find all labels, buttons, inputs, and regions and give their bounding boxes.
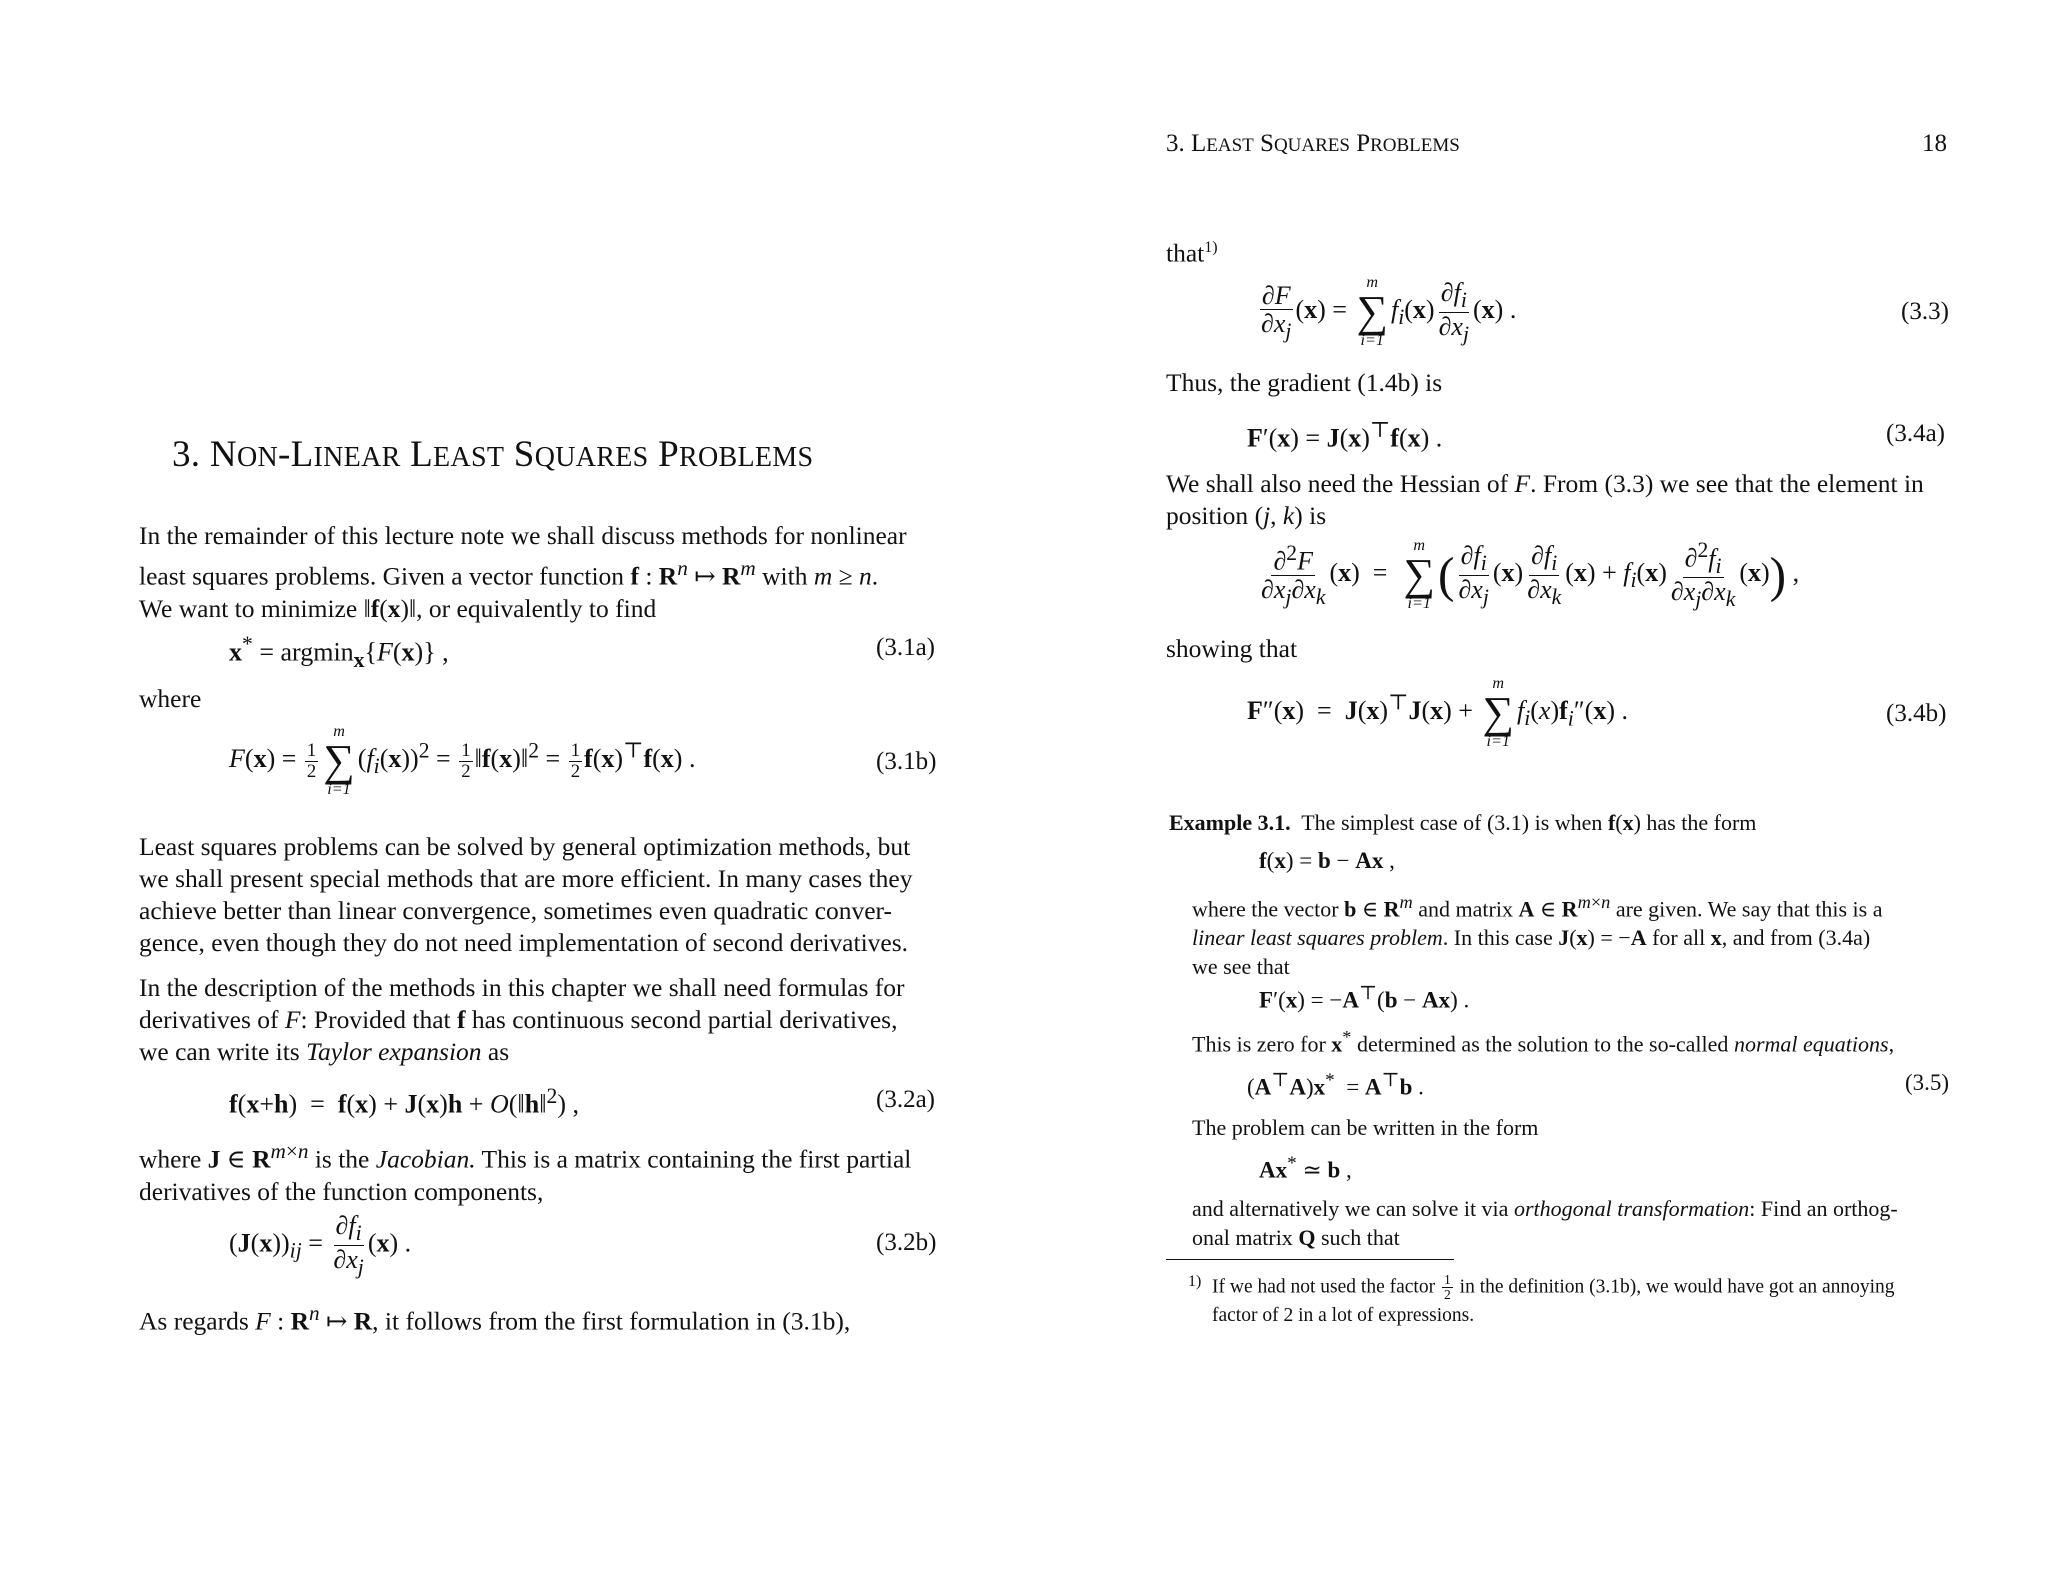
paragraph-regards: As regards F : $R^n$ ↦ R, it follows from the first formulation in (3.1b), [139,1301,851,1336]
that-text: that$^{1)}$ [1166,238,1218,268]
equation-label: (3.4b) [1886,700,1947,727]
example-heading: Example 3.1. The simplest case of (3.1) is when f(x) has the form [1169,810,1757,835]
equation-label: (3.1b) [876,748,937,775]
thus-text: Thus, the gradient (1.4b) is [1166,368,1443,397]
equation-3-5: (A⊤A)x* = A⊤b . [1247,1070,1424,1100]
equation-3-2a: f(x+h) = f(x) + J(x)h + O(‖h‖$^2$) , [229,1084,579,1119]
equation-hessian: $\frac{\partial^2F}{\partial x_j\partial x_k}$ (x) = m ∑ i=1 ( $\frac{\partial f_i}{\partial x_j}$ (x) $\frac{\partial f_i}{\partial x_k}$ $(x) + f_i(x)$ $\frac{\partial^2f_i}{\partial x_j\partial x_k}$ (x)) , [1261,537,1800,613]
where-text: where [139,684,202,713]
equation-approx: Ax* ≃ b , [1259,1153,1352,1183]
equation-label: (3.2a) [876,1086,935,1113]
equation-3-4a: F′(x) = J(x)⊤f(x) . [1247,418,1443,453]
showing-text: showing that [1166,634,1298,663]
paragraph-methods: Least squares problems can be solved by general optimization methods, but we shall present special methods that are more efficient. In many cases they achieve better than linear convergence, sometimes even quadratic conver- gence, even though they do not need implementation of second derivatives. [139,832,913,957]
paragraph-jacobian: where J ∈ $R^{m\times n}$ is the Jacobian. This is a matrix containing the first partial derivatives of the function components, [139,1139,912,1206]
example-form-text: The problem can be written in the form [1192,1115,1539,1140]
equation-label: (3.5) [1905,1070,1950,1095]
equation-3-1a: x* = argmin$_x${F(x)} , [229,632,449,672]
equation-3-3: $\frac{\partial F}{\partial x_j}$ (x) = m ∑ i=1 $f_i(x)$ $\frac{\partial f_i}{\partial x_j}$ (x) . [1261,274,1517,350]
footnote-mark: 1) [1188,1273,1202,1290]
intro-paragraph: In the remainder of this lecture note we shall discuss methods for nonlinear least squares problems. Given a vector function f : $R^n$ ↦ $R^m$ with m ≥ n. We want to minimize ‖f(x)‖, or equivalently to find [139,521,907,623]
example-paragraph: where the vector b ∈ $R^m$ and matrix A ∈ $R^{m\times n}$ are given. We say that this is a linear least squares problem. In this case J(x) = −A for all x, and from (3.4a) we see that [1192,892,1883,980]
equation-label: (3.1a) [876,634,935,661]
right-page [1024,0,2048,1582]
paragraph-hessian: We shall also need the Hessian of F. From (3.3) we see that the element in position (j, k) is [1166,469,1924,530]
footnote-rule [1166,1259,1454,1260]
equation-label: (3.4a) [1886,420,1945,447]
equation-3-2b: $(J(x))_{ij}$ = $\frac{\partial f_i}{\partial x_j}$ (x) . [229,1211,412,1280]
equation-label: (3.3) [1901,298,1949,325]
equation-gradient-linear: F′(x) = −A⊤(b − Ax) . [1259,983,1470,1013]
footnote: 1) If we had not used the factor $\frac{1}{2}$ in the definition (3.1b), we would have got an annoying factor of 2 in a lot of expressions. [1188,1273,1972,1328]
equation-3-4b: F″(x) = J(x)⊤J(x) + m ∑ i=1 $f_i(x)f_i''(x)$ . [1247,675,1628,751]
chapter-title: 3. NON-LINEAR LEAST SQUARES PROBLEMS [172,434,814,475]
running-head: 3. LEAST SQUARES PROBLEMS [1166,130,1460,157]
example-normal-eq-text: This is zero for x* determined as the solution to the so-called normal equations, [1192,1027,1895,1057]
equation-linear-form: f(x) = b − Ax , [1259,848,1395,873]
page-number: 18 [1922,130,1947,157]
example-orthogonal-text: and alternatively we can solve it via orthogonal transformation: Find an orthog- onal matrix Q such that [1192,1196,1898,1250]
paragraph-taylor: In the description of the methods in this chapter we shall need formulas for derivatives of F: Provided that f has continuous second partial derivatives, we can write its Taylor expansion as [139,973,905,1066]
equation-3-1b: F(x) = $\frac{1}{2}$ m ∑ i=1 $(f_i(x))^2$ = $\frac{1}{2}$ ‖f(x)‖$^2$ = $\frac{1}{2}$ f(x)⊤f(x) . [229,723,696,799]
equation-label: (3.2b) [876,1229,937,1256]
